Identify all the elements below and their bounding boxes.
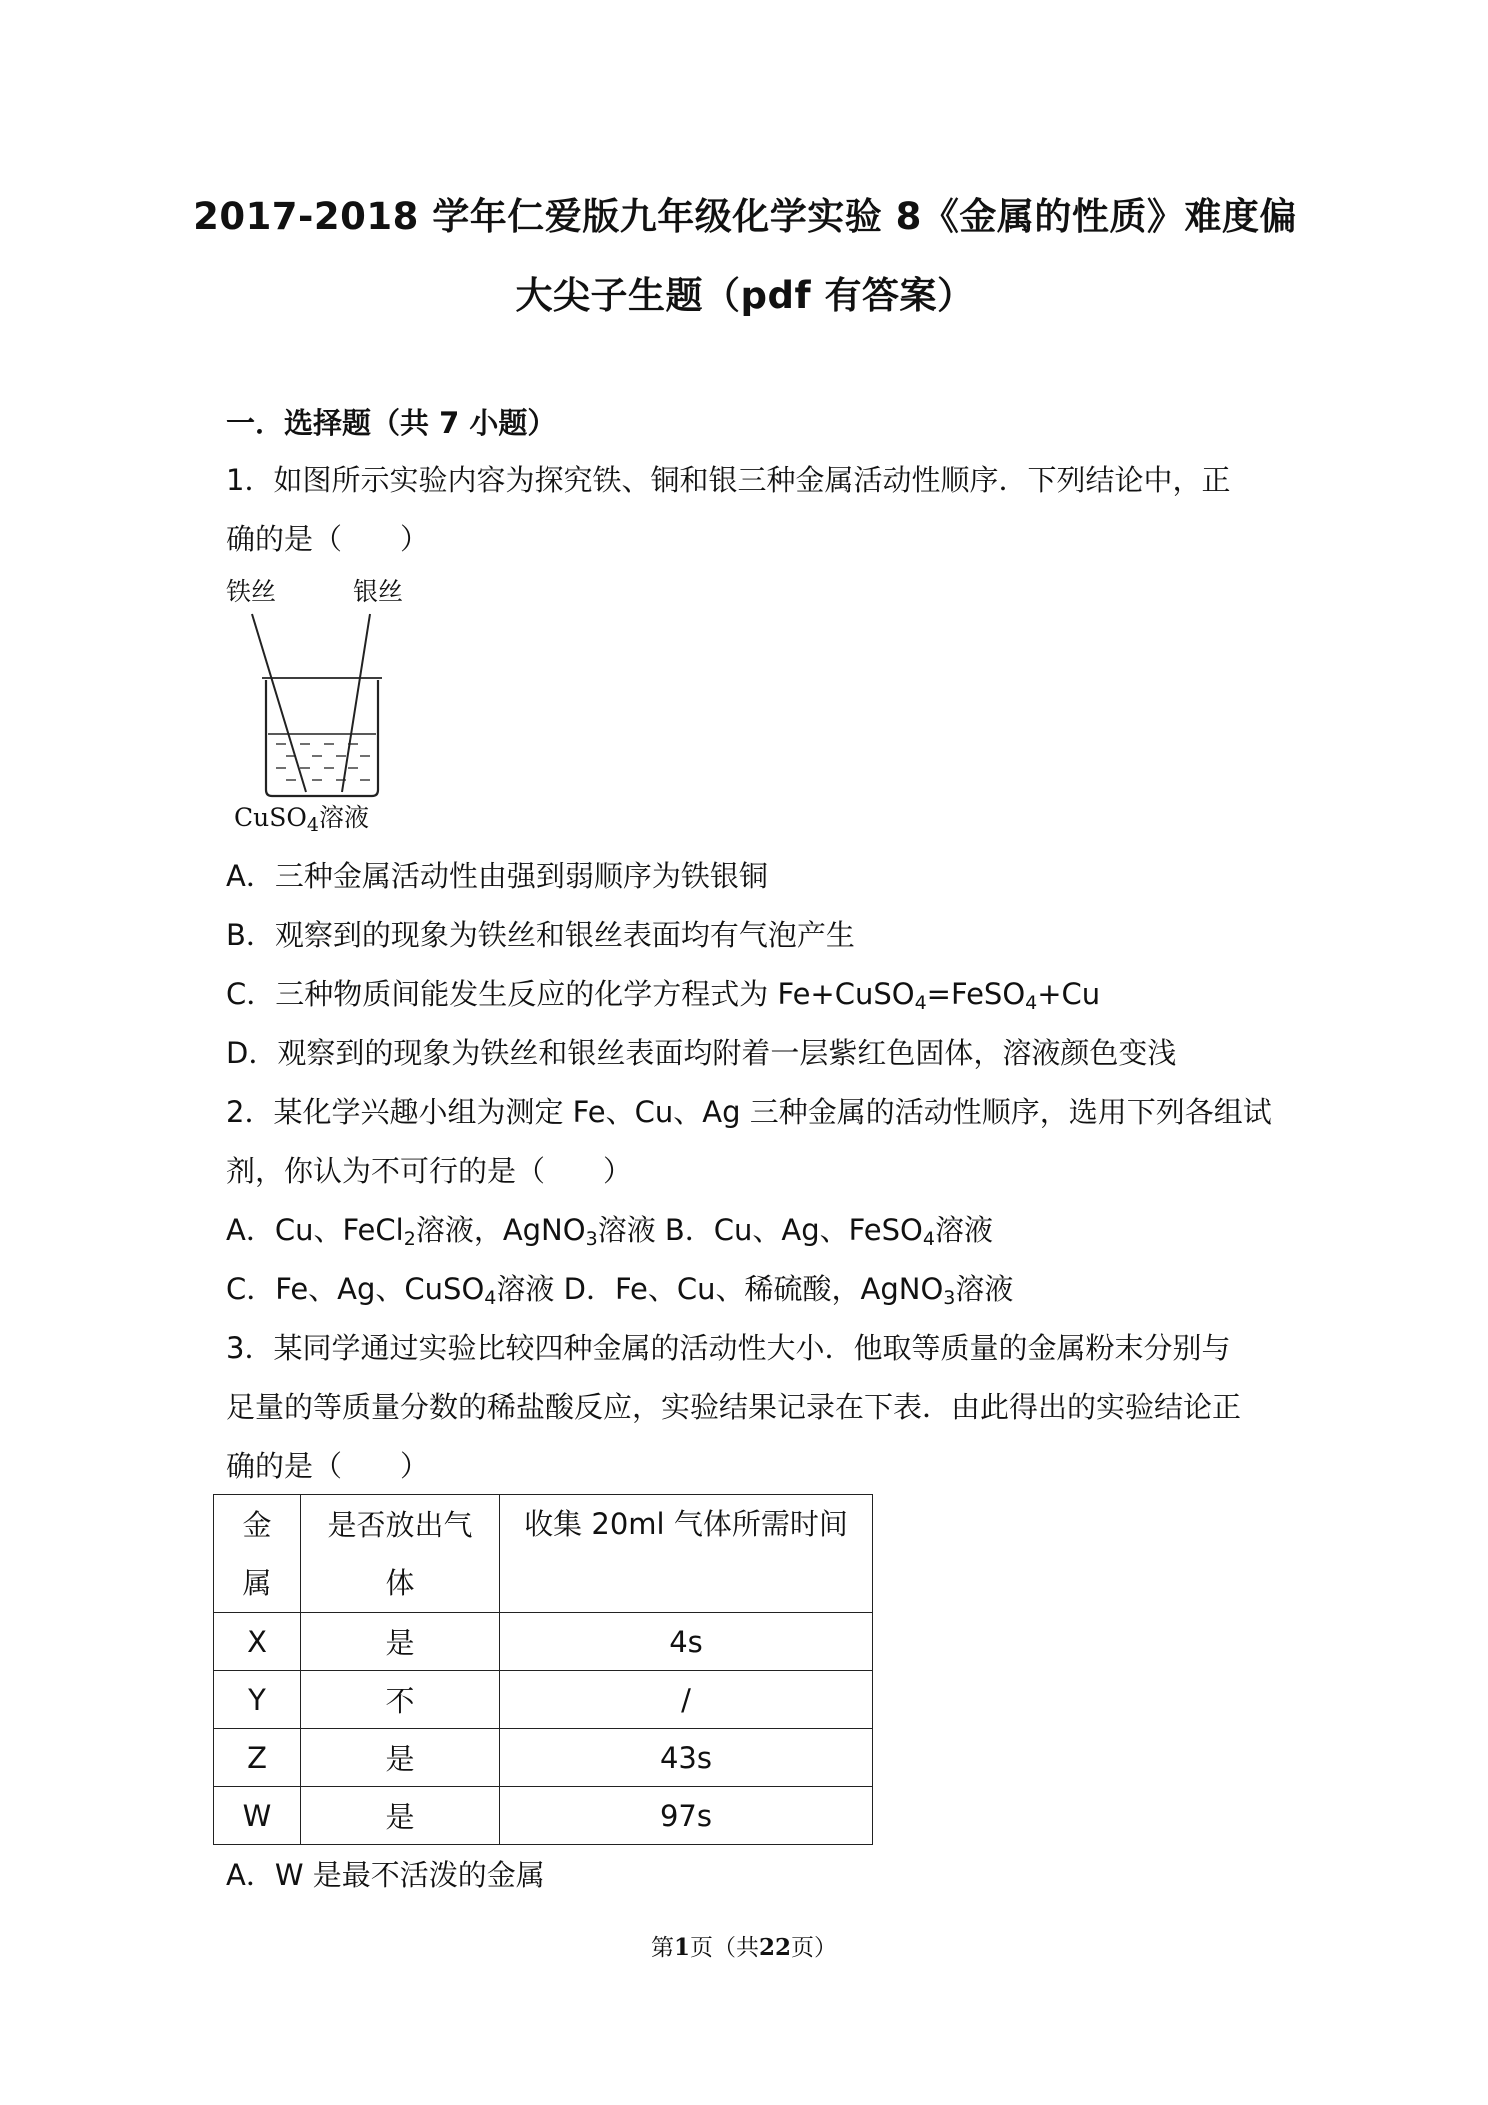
table-row xyxy=(214,1671,873,1729)
q2-options-cd: C．Fe、Ag、CuSO$_4$溶液 D．Fe、Cu、稀硫酸，AgNO$_3$溶液 xyxy=(226,1272,1014,1309)
document-title-line-1: 2017-2018 学年仁爱版九年级化学实验 8《金属的性质》难度偏 xyxy=(193,195,1297,238)
beaker-diagram xyxy=(222,578,422,838)
q1-option-a: A．三种金属活动性由强到弱顺序为铁银铜 xyxy=(226,859,768,893)
table-row xyxy=(214,1613,873,1671)
cell-time: 43s xyxy=(500,1729,873,1787)
cell-metal: W xyxy=(214,1787,301,1845)
page-footer: 第1页（共22页） xyxy=(650,1934,838,1961)
cell-time: / xyxy=(500,1671,873,1729)
cell-metal: X xyxy=(214,1613,301,1671)
cell-metal: Z xyxy=(214,1729,301,1787)
q2-stem-line-1: 2．某化学兴趣小组为测定 Fe、Cu、Ag 三种金属的活动性顺序，选用下列各组试 xyxy=(226,1095,1272,1129)
table-header-row xyxy=(214,1495,873,1613)
header-gas: 是否放出气 体 xyxy=(301,1495,500,1613)
table-row xyxy=(214,1787,873,1845)
cell-gas: 是 xyxy=(301,1787,500,1845)
q1-option-d: D．观察到的现象为铁丝和银丝表面均附着一层紫红色固体，溶液颜色变浅 xyxy=(226,1036,1177,1070)
cell-time: 4s xyxy=(500,1613,873,1671)
header-time: 收集 20ml 气体所需时间 xyxy=(500,1495,873,1613)
table-row xyxy=(214,1729,873,1787)
cell-gas: 是 xyxy=(301,1613,500,1671)
cell-metal: Y xyxy=(214,1671,301,1729)
cuso4-solution-label: CuSO$_4$溶液 xyxy=(234,803,369,836)
q3-option-a: A．W 是最不活泼的金属 xyxy=(226,1858,545,1892)
q3-stem-line-2: 足量的等质量分数的稀盐酸反应，实验结果记录在下表．由此得出的实验结论正 xyxy=(226,1390,1242,1424)
metal-results-table xyxy=(213,1494,873,1845)
q1-option-b: B．观察到的现象为铁丝和银丝表面均有气泡产生 xyxy=(226,918,855,952)
q3-stem-line-1: 3．某同学通过实验比较四种金属的活动性大小．他取等质量的金属粉末分别与 xyxy=(226,1331,1231,1365)
header-metal: 金 属 xyxy=(214,1495,301,1613)
iron-wire-label: 铁丝 xyxy=(226,577,277,606)
cell-gas: 是 xyxy=(301,1729,500,1787)
q2-options-ab: A．Cu、FeCl$_2$溶液，AgNO$_3$溶液 B．Cu、Ag、FeSO$_4$溶液 xyxy=(226,1213,993,1250)
beaker-figure xyxy=(222,578,422,838)
q1-stem-line-1: 1．如图所示实验内容为探究铁、铜和银三种金属活动性顺序．下列结论中，正 xyxy=(226,463,1231,497)
document-title-line-2: 大尖子生题（pdf 有答案） xyxy=(515,274,975,317)
silver-wire-label: 银丝 xyxy=(353,577,404,606)
q3-stem-line-3: 确的是（ ） xyxy=(226,1449,430,1483)
q1-stem-line-2: 确的是（ ） xyxy=(226,522,430,556)
cell-gas: 不 xyxy=(301,1671,500,1729)
q2-stem-line-2: 剂，你认为不可行的是（ ） xyxy=(226,1154,633,1188)
section-heading: 一．选择题（共 7 小题） xyxy=(226,406,557,440)
q1-option-c: C．三种物质间能发生反应的化学方程式为 Fe+CuSO$_4$=FeSO$_4$+Cu xyxy=(226,977,1101,1014)
cell-time: 97s xyxy=(500,1787,873,1845)
